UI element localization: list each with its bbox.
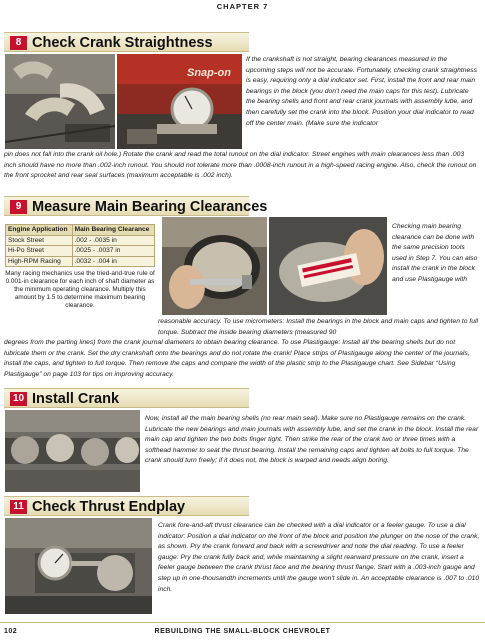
section-11-title: Check Thrust Endplay [32, 499, 186, 515]
page-number: 102 [4, 628, 18, 635]
section-10-header [4, 388, 249, 408]
section-8-text-right: If the crankshaft is not straight, bearing clearances measured in the upcoming steps will not be accurate. Fortunately, checking crank straightness is easy, requiring only a dial indicator set. First, install the front and rear main bearings in the block (you don't need the main caps for this test). Lubricate the bearing shells and front and rear crank journals with assembly lube, and then carefully set the crank into the block. Position your dial indicator to read off the center main. (Make sure the indicator [246, 56, 477, 127]
table-cell: Stock Street [6, 235, 73, 246]
section-11-text: Crank fore-and-aft thrust clearance can be checked with a dial indicator or a feeler gauge. To use a dial indicator: Position a dial indicator on the front of the block and position the plunger on the nose of the crank, as shown. Pry the crank forward and back with a screwdriver and note the dial reading. To use a feeler gauge: Pry the crank fully back and, while maintaining a slight rearward pressure on the crank, insert a feeler gauge between the crank thrust face and the bearing thrust flange. Start with a .003-inch gauge and step up in one-thousandth increments until the gauge won't slide in. An acceptable clearance is .007 to .010 inch. [158, 522, 480, 593]
book-title: REBUILDING THE SMALL-BLOCK CHEVROLET [154, 628, 331, 635]
section-9-text-full: degrees from the parting lines) from the crank journal diameters to obtain bearing clearance. To use Plastigauge: Install all the bearing shells but do not lubricate them or the crank. Set the dry crankshaft onto the bearings and do not rotate the crank! Place strips of Plastigauge along the center of the journals, install the caps, and tighten to full torque. Then remove the caps and compare the width of the plastic strip to the Plastigauge chart. See Sidebar “Using Plastigauge” on page 103 for tips on improving accuracy. [4, 339, 470, 378]
section-8-photo-dial-indicator [117, 54, 242, 149]
table-row [6, 246, 155, 257]
section-9-title: Measure Main Bearing Clearances [32, 199, 268, 215]
section-9-header [4, 196, 268, 216]
section-11-photo-thrust-check [5, 518, 152, 614]
table-header-clearance: Main Bearing Clearance [72, 225, 154, 236]
section-8-photo-bearing-shells [5, 54, 115, 149]
section-11-header [4, 496, 249, 516]
section-11-number: 11 [10, 500, 27, 514]
chapter-header: CHAPTER 7 [216, 2, 269, 11]
table-cell: .0032 - .004 in [72, 256, 154, 267]
footer-divider [0, 622, 485, 623]
table-row [6, 235, 155, 246]
table-cell: High-RPM Racing [6, 256, 73, 267]
section-10-photo-crank-in-block [5, 410, 140, 492]
section-10-title: Install Crank [32, 391, 120, 407]
section-8-text-full: pin does not fall into the crank oil hole.) Rotate the crank and read the total runout on the dial indicator. Street engines with main clearances less than .003 inch should have no more than .002-inch runout. You should not tolerate more than .0008-inch runout in a high-speed racing engine. Also, check the runout on the front sprocket and rear seal surfaces (maximum acceptable is .002 inch). [4, 151, 477, 180]
section-9-photo-plastigauge [269, 217, 387, 315]
table-cell: Hi-Po Street [6, 246, 73, 257]
table-cell: .0025 - .0037 in [72, 246, 154, 257]
svg-text:Snap-on: Snap-on [187, 67, 231, 79]
section-9-photo-bore-gauge [162, 217, 267, 315]
table-row [6, 256, 155, 267]
section-9-text-right: Checking main bearing clearance can be done with the same precision tools used in Step 7. You can also install the crank in the block and use Plastigauge with [392, 223, 478, 283]
section-8-number: 8 [10, 36, 27, 50]
table-note: Many racing mechanics use the tried-and-true rule of 0.001-in clearance for each inch of shaft diameter as the minimum operating clearance. Multiply this amount by 1.5 to determine maximum bearing clearance. [5, 270, 155, 309]
section-10-number: 10 [10, 392, 27, 406]
section-9-text-mid: reasonable accuracy. To use micrometers: Install the bearings in the block and main caps and tighten to full torque. Subtract the inside bearing diameters (measured 90 [158, 318, 479, 336]
section-10-text: Now, install all the main bearing shells (no rear main seal). Make sure no Plastigauge remains on the crank. Lubricate the new bearings and main journals with assembly lube, and set the crank in the block. Install the rear main cap and tighten the two bolts finger tight. Then strike the rear of the crank two or three times with a softhead hammer to seat the thrust bearing. Install the remaining caps and tighten all bolts to full torque. The crank should turn freely; if it does not, the block is warped and needs align boring. [145, 415, 479, 465]
bearing-clearance-table [5, 224, 155, 267]
section-9-number: 9 [10, 200, 27, 214]
table-header-application: Engine Application [6, 225, 73, 236]
table-cell: .002 - .0035 in [72, 235, 154, 246]
section-8-title: Check Crank Straightness [32, 35, 213, 51]
section-8-header [4, 32, 249, 52]
